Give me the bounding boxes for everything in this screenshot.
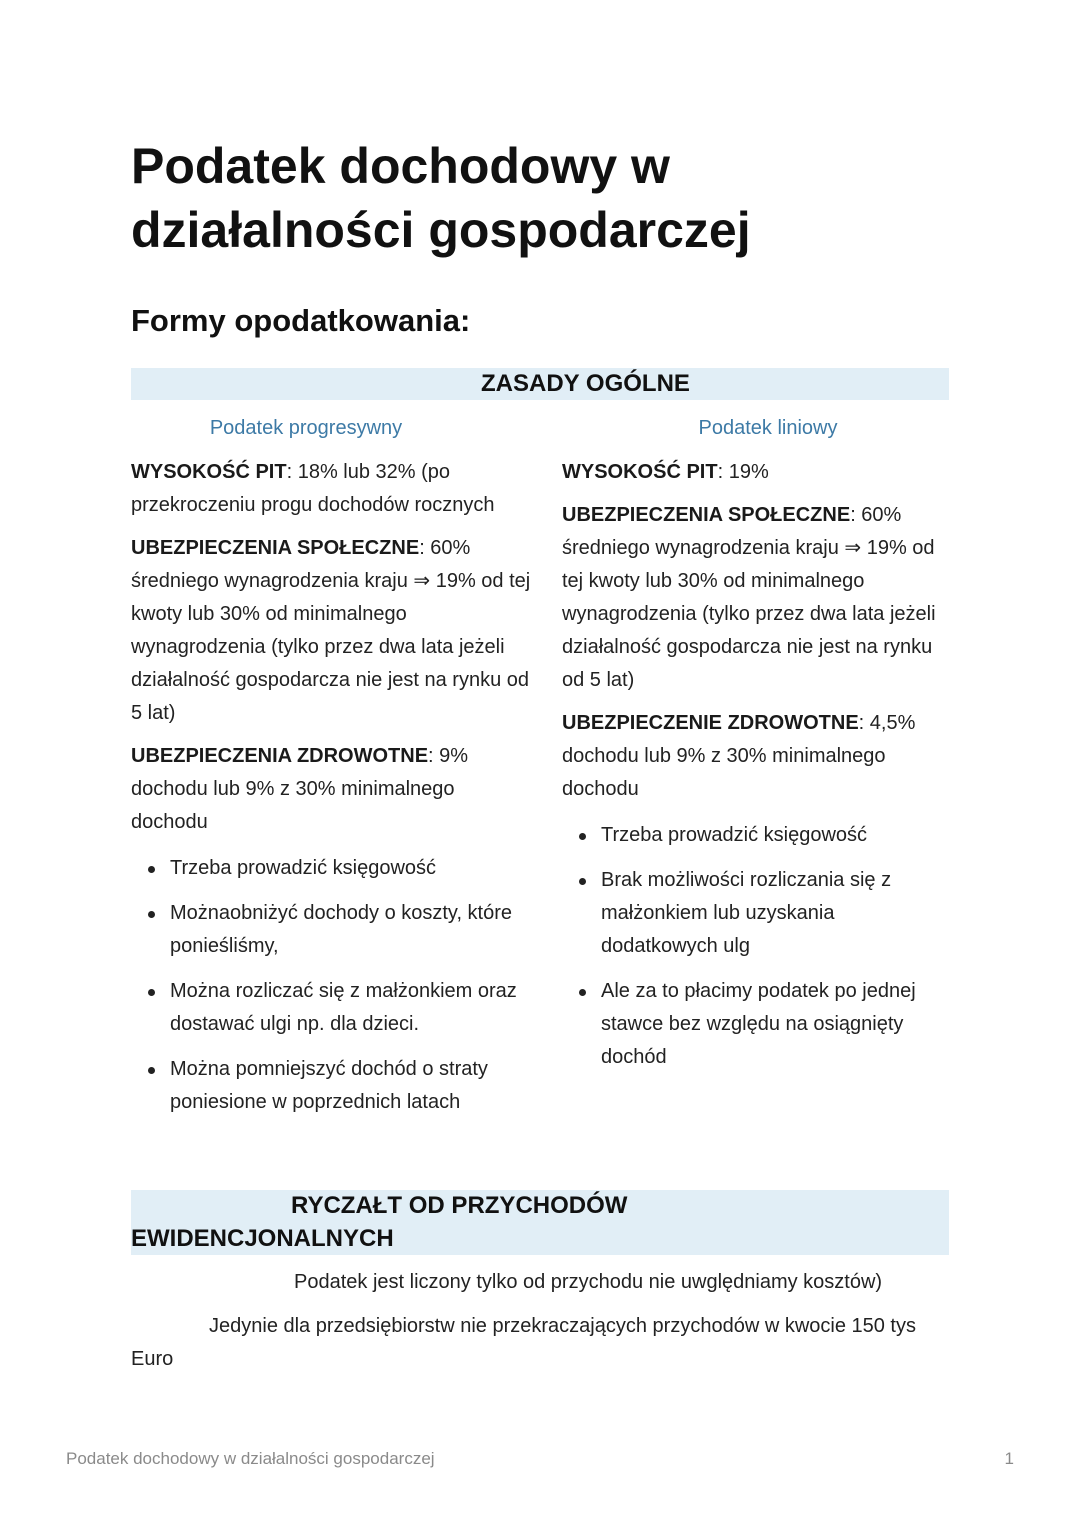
progressive-social-text: : 60% średniego wynagrodzenia kraju ⇒ 19% od tej kwoty lub 30% od minimalnego wynagrodzenia (tylko przez dwa lata jeżeli działalność gospodarcza nie jest na rynku od 5 lat) <box>131 537 531 724</box>
progressive-bullet-list <box>131 852 531 1119</box>
linear-social-label: UBEZPIECZENIA SPOŁECZNE <box>562 504 851 526</box>
progressive-pit-text: : 18% lub 32% (po przekroczeniu progu dochodów rocznych <box>131 461 495 516</box>
list-item: Możnaobniżyć dochody o koszty, które ponieśliśmy, <box>170 897 531 963</box>
list-item: Ale za to płacimy podatek po jednej stawce bez względu na osiągnięty dochód <box>601 975 954 1074</box>
ryczalt-band <box>131 1190 949 1255</box>
linear-pit-paragraph <box>562 456 954 489</box>
list-item: Trzeba prowadzić księgowość <box>601 819 954 852</box>
list-item: Można pomniejszyć dochód o straty poniesione w poprzednich latach <box>170 1053 531 1119</box>
list-item: Można rozliczać się z małżonkiem oraz dostawać ulgi np. dla dzieci. <box>170 975 531 1041</box>
ryczalt-paragraph-1: Podatek jest liczony tylko od przychodu nie uwględniamy kosztów) <box>294 1271 883 1293</box>
linear-health-text: : 4,5% dochodu lub 9% z 30% minimalnego dochodu <box>562 712 916 800</box>
progressive-tax-heading: Podatek progresywny <box>209 417 403 439</box>
list-item: Trzeba prowadzić księgowość <box>170 852 531 885</box>
list-item: Brak możliwości rozliczania się z małżonkiem lub uzyskania dodatkowych ulg <box>601 864 954 963</box>
ryczalt-paragraph-2: Jedynie dla przedsiębiorstw nie przekraczających przychodów w kwocie 150 tys Euro <box>131 1315 916 1370</box>
ryczalt-title-line1: RYCZAŁT OD PRZYCHODÓW <box>291 1192 628 1219</box>
progressive-tax-column <box>131 412 531 1131</box>
linear-social-paragraph <box>562 499 954 697</box>
progressive-health-text: : 9% dochodu lub 9% z 30% minimalnego dochodu <box>131 745 469 833</box>
linear-tax-column <box>562 412 954 1086</box>
linear-health-label: UBEZPIECZENIE ZDROWOTNE <box>562 712 859 734</box>
progressive-health-label: UBEZPIECZENIA ZDROWOTNE <box>131 745 429 767</box>
progressive-pit-label: WYSOKOŚĆ PIT <box>131 461 287 483</box>
ryczalt-title-line2: EWIDENCJONALNYCH <box>131 1225 394 1252</box>
page-title: Podatek dochodowy w działalności gospodarczej <box>131 138 751 258</box>
progressive-health-paragraph <box>131 740 531 839</box>
progressive-pit-paragraph <box>131 456 531 522</box>
footer-page-number: 1 <box>1004 1449 1014 1468</box>
linear-health-paragraph <box>562 707 954 806</box>
linear-pit-label: WYSOKOŚĆ PIT <box>562 461 718 483</box>
general-rules-band <box>131 368 949 400</box>
footer-doc-title: Podatek dochodowy w działalności gospodarczej <box>66 1449 435 1468</box>
linear-tax-heading: Podatek liniowy <box>698 417 838 439</box>
linear-pit-text: : 19% <box>717 461 769 483</box>
linear-social-text: : 60% średniego wynagrodzenia kraju ⇒ 19% od tej kwoty lub 30% od minimalnego wynagrodzenia (tylko przez dwa lata jeżeli działalność gospodarcza nie jest na rynku od 5 lat) <box>562 504 936 691</box>
progressive-social-paragraph <box>131 532 531 730</box>
general-rules-title: ZASADY OGÓLNE <box>481 370 690 397</box>
section-heading: Formy opodatkowania: <box>131 303 471 338</box>
linear-bullet-list <box>562 819 954 1074</box>
progressive-social-label: UBEZPIECZENIA SPOŁECZNE <box>131 537 420 559</box>
